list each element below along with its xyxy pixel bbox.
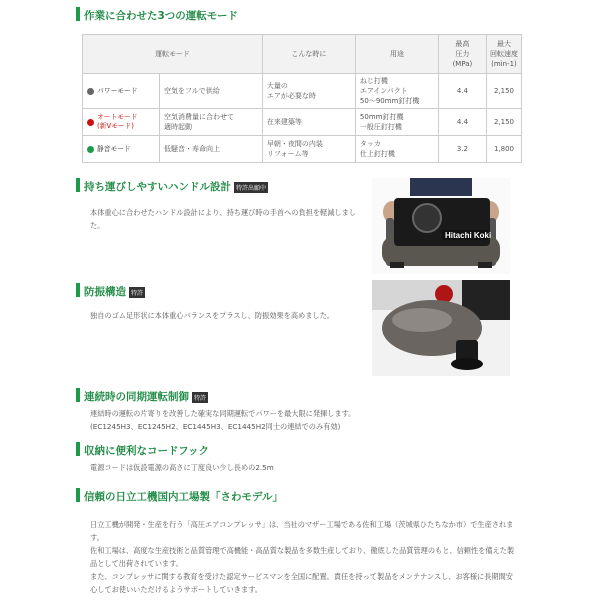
section-text-factory-2: 佐和工場は、高度な生産技術と品質管理で高機能・高品質な製品を多数生産しており、徹底した品質管理のもと、信頼性を備えた製品として出荷されています。 — [90, 546, 515, 568]
mode-use: ねじ打機 エアインパクト 50〜90mm釘打機 — [355, 74, 438, 109]
header-when: こんな時に — [262, 35, 355, 74]
mode-cell: オートモード (新Vモード) — [83, 109, 160, 136]
patent-badge: 特許 — [192, 392, 208, 403]
section-accent-bar — [76, 488, 80, 502]
mode-when: 早朝・夜間の内装 リフォーム等 — [262, 136, 355, 163]
mode-table — [82, 34, 522, 163]
section-accent-bar — [76, 388, 80, 402]
section-text-handle: 本体重心に合わせたハンドル設計により、持ち運び時の手首への負担を軽減しました。 — [90, 208, 356, 230]
mode-desc: 空気をフルで供給 — [160, 74, 263, 109]
section-text-factory-3: また、コンプレッサに関する教育を受けた認定サービスマンを全国に配置。責任を持って製品をメンテナンスし、お客様に長期間安心してお使いいただけるようサポートしていきます。 — [90, 572, 513, 594]
mode-cell: 静音モード — [83, 136, 160, 163]
mode-pressure: 3.2 — [438, 136, 486, 163]
product-photo-handle — [372, 178, 510, 274]
section-accent-bar — [76, 178, 80, 192]
section-accent-bar — [76, 7, 80, 21]
mode-when: 在来建築等 — [262, 109, 355, 136]
section-text-sync: 連結時の運転の片寄りを改善した確実な同期運転でパワーを最大限に発揮します。 — [90, 409, 356, 418]
section-title-cord-hook: 収納に便利なコードフック — [84, 445, 209, 457]
mode-desc: 空気消費量に合わせて 適時起動 — [160, 109, 263, 136]
table-row — [83, 136, 522, 163]
section-title-factory: 信頼の日立工機国内工場製「さわモデル」 — [84, 491, 283, 503]
section-accent-bar — [76, 283, 80, 297]
section-title-modes: 作業に合わせた3つの運転モード — [84, 10, 238, 22]
table-row — [83, 109, 522, 136]
mode-speed: 2,150 — [486, 109, 521, 136]
mode-use: 50mm釘打機 一般圧釘打機 — [355, 109, 438, 136]
brand-logo-text: Hitachi Koki — [445, 231, 492, 240]
patent-pending-badge: 特許出願中 — [234, 182, 268, 193]
mode-use: タッカ 仕上釘打機 — [355, 136, 438, 163]
mode-when: 大量の エアが必要な時 — [262, 74, 355, 109]
header-pressure: 最高 圧力 (MPa) — [438, 35, 486, 74]
patent-badge: 特許 — [129, 287, 145, 298]
header-speed: 最大 回転速度 (min-1) — [486, 35, 521, 74]
header-mode: 運転モード — [83, 35, 263, 74]
mode-pressure: 4.4 — [438, 109, 486, 136]
mode-dot-icon — [87, 88, 94, 95]
mode-dot-icon — [87, 119, 94, 126]
mode-cell: パワーモード — [83, 74, 160, 109]
section-accent-bar — [76, 442, 80, 456]
mode-speed: 2,150 — [486, 74, 521, 109]
section-text-cord-hook: 電源コードは仮設電源の高さに丁度良い少し長めの2.5m — [90, 463, 274, 472]
mode-desc: 低騒音・寿命向上 — [160, 136, 263, 163]
section-note-sync: (EC1245H3、EC1245H2、EC1445H3、EC1445H2同士の連結でのみ有効) — [90, 422, 341, 431]
section-title-vibration: 防振構造 特許 — [84, 286, 144, 298]
header-use: 用途 — [355, 35, 438, 74]
mode-dot-icon — [87, 146, 94, 153]
section-title-sync: 連続時の同期運転制御 特許 — [84, 391, 207, 403]
product-photo-rubber-foot — [372, 280, 510, 376]
section-text-vibration: 独自のゴム足形状に本体重心バランスをプラスし、防振効果を高めました。 — [90, 311, 334, 320]
section-text-factory-1: 日立工機が開発・生産を行う「高圧エアコンプレッサ」は、当社のマザー工場である佐和工場（茨城県ひたちなか市）で生産されます。 — [90, 520, 514, 542]
mode-pressure: 4.4 — [438, 74, 486, 109]
section-title-handle: 持ち運びしやすいハンドル設計 特許出願中 — [84, 181, 267, 193]
table-row — [83, 74, 522, 109]
mode-speed: 1,800 — [486, 136, 521, 163]
